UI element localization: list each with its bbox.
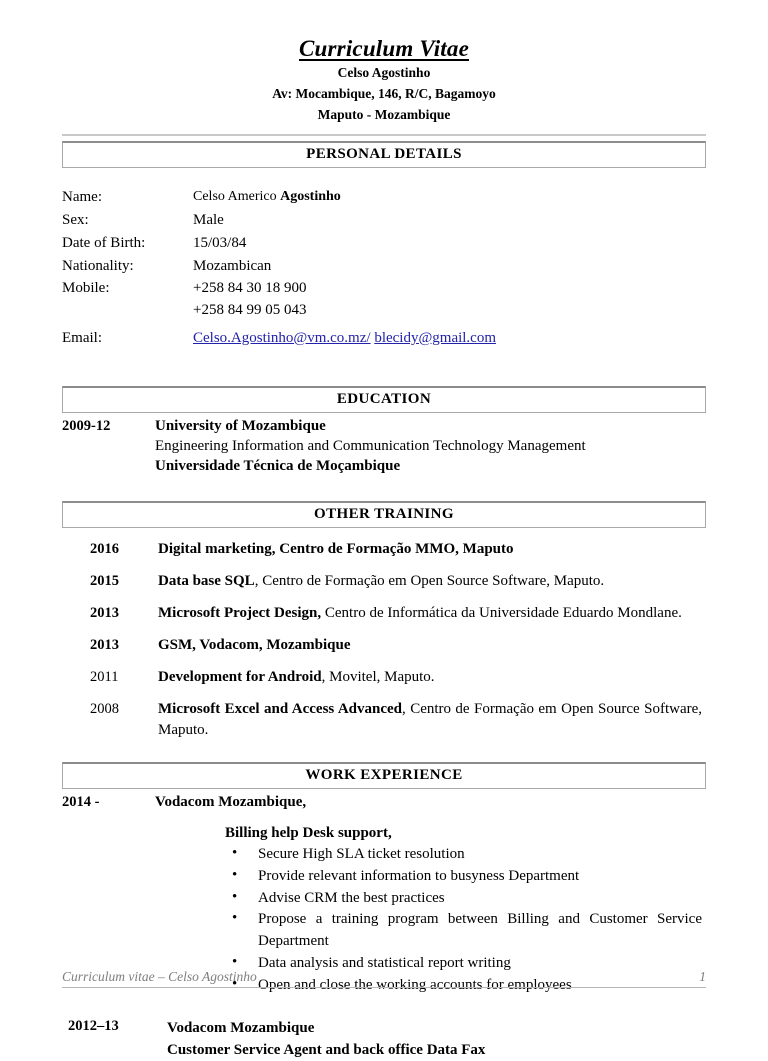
training-description — [158, 635, 706, 656]
list-item: • Data analysis and statistical report writing — [228, 953, 706, 975]
training-description — [158, 603, 706, 624]
education-institution-pt: Universidade Técnica de Moçambique — [155, 458, 401, 475]
personal-details-block — [62, 187, 706, 349]
cv-page — [0, 36, 768, 1058]
header-city-country: Maputo - Mozambique — [317, 107, 451, 123]
page-footer — [62, 969, 706, 988]
education-programme: Engineering Information and Communication Technology Management — [155, 438, 586, 455]
detail-row-sex — [62, 210, 706, 232]
work-organisation: Vodacom Mozambique, — [155, 794, 307, 811]
detail-value-date-of-birth: 15/03/84 — [193, 234, 247, 251]
footer-page-number: 1 — [699, 969, 706, 984]
footer-text: Curriculum vitae – Celso Agostinho — [62, 969, 257, 984]
work-entry-current — [62, 794, 706, 811]
training-description — [158, 571, 706, 592]
education-details — [155, 416, 586, 477]
other-training-block — [62, 539, 706, 741]
training-row — [62, 635, 706, 656]
name-first: Celso Americo — [193, 189, 281, 205]
detail-row-name — [62, 187, 706, 209]
training-course: Data base SQL — [158, 572, 255, 589]
email-link-personal[interactable]: blecidy@gmail.com — [374, 329, 497, 346]
detail-value-sex: Male — [193, 212, 224, 229]
section-header-work-experience: WORK EXPERIENCE — [62, 762, 706, 789]
list-item: • Secure High SLA ticket resolution — [228, 844, 706, 866]
training-description — [158, 539, 706, 560]
education-entry — [62, 416, 706, 477]
detail-label-name: Name: — [62, 189, 102, 206]
training-course: Microsoft Project Design, — [158, 604, 322, 621]
detail-label-email: Email: — [62, 329, 102, 346]
email-link-work[interactable]: Celso.Agostinho@vm.co.mz/ — [193, 329, 371, 346]
header-address: Av: Mocambique, 146, R/C, Bagamoyo — [272, 86, 496, 102]
detail-row-mobile — [62, 278, 706, 300]
education-institution: University of Mozambique — [155, 417, 326, 434]
work-role: Billing help Desk support, — [225, 825, 392, 842]
detail-value-name — [193, 187, 341, 207]
work-entry-previous — [62, 1018, 706, 1061]
education-year: 2009-12 — [62, 417, 111, 434]
work-experience-block — [62, 794, 706, 1061]
work-organisation: Vodacom Mozambique — [167, 1020, 315, 1037]
header-name: Celso Agostinho — [337, 65, 431, 81]
section-header-personal-details: PERSONAL DETAILS — [62, 141, 706, 168]
training-row — [62, 571, 706, 592]
detail-value-email — [193, 328, 496, 350]
name-surname: Agostinho — [280, 189, 341, 205]
training-course: Digital marketing, Centro de Formação MMO, Maputo — [158, 540, 514, 557]
detail-value-mobile-primary: +258 84 30 18 900 — [193, 280, 307, 297]
training-course: Development for Android — [158, 668, 322, 685]
section-header-other-training: OTHER TRAINING — [62, 501, 706, 528]
training-detail: , Centro de Formação em Open Source Software, Maputo. — [254, 572, 605, 589]
page-title: Curriculum Vitae — [298, 36, 469, 61]
training-row — [62, 539, 706, 560]
detail-value-nationality: Mozambican — [193, 257, 272, 274]
training-year: 2013 — [90, 636, 119, 653]
training-year: 2016 — [90, 540, 119, 557]
work-year: 2012–13 — [68, 1018, 119, 1035]
detail-label-date-of-birth: Date of Birth: — [62, 234, 146, 251]
education-block — [62, 416, 706, 477]
list-item: • Advise CRM the best practices — [228, 888, 706, 910]
detail-label-sex: Sex: — [62, 212, 89, 229]
detail-row-date-of-birth — [62, 233, 706, 255]
detail-label-nationality: Nationality: — [62, 257, 134, 274]
work-year: 2014 - — [62, 794, 100, 811]
training-row — [62, 699, 706, 741]
training-detail: , Centro de Formação em Open Source Software, Maputo. — [158, 700, 703, 738]
detail-label-mobile: Mobile: — [62, 280, 110, 297]
training-description — [158, 699, 706, 741]
training-detail: Centro de Informática da Universidade Eduardo Mondlane. — [321, 604, 682, 621]
detail-row-nationality — [62, 256, 706, 278]
training-year: 2011 — [90, 668, 119, 685]
training-description — [158, 667, 706, 688]
training-year: 2013 — [90, 604, 119, 621]
training-year: 2015 — [90, 572, 119, 589]
training-row — [62, 603, 706, 624]
list-item: • Open and close the working accounts for employees — [228, 975, 706, 997]
section-header-education: EDUCATION — [62, 386, 706, 413]
training-row — [62, 667, 706, 688]
training-course: GSM, Vodacom, Mozambique — [158, 636, 351, 653]
work-previous-details — [167, 1018, 485, 1061]
detail-value-mobile-secondary: +258 84 99 05 043 — [193, 302, 307, 319]
training-course: Microsoft Excel and Access Advanced — [158, 700, 403, 717]
training-detail: , Movitel, Maputo. — [321, 668, 435, 685]
list-item: • Provide relevant information to busyness Department — [228, 866, 706, 888]
detail-row-email — [62, 328, 706, 350]
work-role: Customer Service Agent and back office Data Fax — [167, 1041, 486, 1058]
header-divider — [62, 134, 706, 136]
list-item: • Propose a training program between Billing and Customer Service Department — [228, 909, 706, 953]
training-year: 2008 — [90, 700, 119, 717]
